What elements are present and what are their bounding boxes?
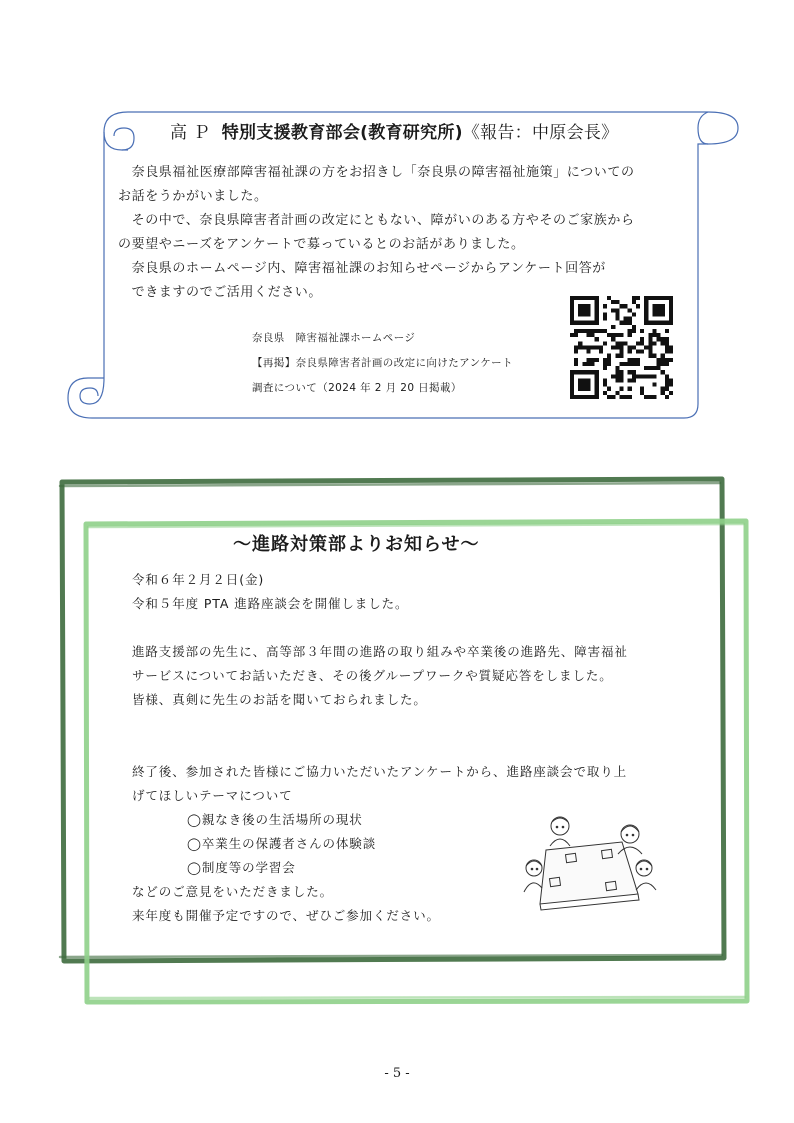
scroll-title-bold: 特別支援教育部会(教育研究所) [221, 123, 463, 143]
topic-item: ◯親なき後の生活場所の現状 [187, 812, 363, 827]
page-number: - 5 - [384, 1066, 410, 1081]
scroll-paragraph: 奈良県のホームページ内、障害福祉課のお知らせページからアンケート回答が [118, 261, 606, 276]
link-homepage[interactable]: 奈良県 障害福祉課ホームページ [252, 332, 416, 344]
scroll-paragraph: できますのでご活用ください。 [118, 285, 323, 300]
scroll-paragraph: お話をうかがいました。 [118, 189, 268, 204]
notice-paragraph: 進路支援部の先生に、高等部３年間の進路の取り組みや卒業後の進路先、障害福祉 [132, 644, 628, 659]
scroll-paragraph: の要望やニーズをアンケートで募っているとのお話がありました。 [118, 237, 525, 252]
scroll-paragraph: その中で、奈良県障害者計画の改定にともない、障がいのある方やそのご家族から [118, 213, 635, 228]
scroll-title-suffix: 《報告：中原会長》 [462, 123, 619, 143]
link-survey-date[interactable]: 調査について（2024 年 2 月 20 日掲載） [252, 382, 462, 394]
notice-closing: などのご意見をいただきました。 [132, 884, 334, 899]
notice-paragraph: 終了後、参加された皆様にご協力いただいたアンケートから、進路座談会で取り上 [132, 764, 628, 779]
scroll-paragraph: 奈良県福祉医療部障害福祉課の方をお招きし「奈良県の障害福祉施策」についての [118, 165, 635, 180]
scroll-title-prefix: 高 Ｐ [170, 123, 211, 143]
notice-closing: 来年度も開催予定ですので、ぜひご参加ください。 [132, 908, 440, 923]
notice-title: ～進路対策部よりお知らせ～ [233, 534, 480, 555]
topic-item: ◯卒業生の保護者さんの体験談 [187, 836, 377, 851]
notice-line: 令和５年度 PTA 進路座談会を開催しました。 [132, 596, 409, 611]
topic-item: ◯制度等の学習会 [187, 860, 296, 875]
notice-date: 令和６年２月２日(金) [132, 572, 265, 587]
notice-paragraph: 皆様、真剣に先生のお話を聞いておられました。 [132, 692, 427, 707]
meeting-table-illustration [518, 812, 668, 914]
notice-paragraph: げてほしいテーマについて [132, 788, 293, 803]
link-survey[interactable]: 【再掲】奈良県障害者計画の改定に向けたアンケート [252, 357, 513, 369]
notice-paragraph: サービスについてお話いただき、その後グループワークや質疑応答をしました。 [132, 668, 613, 683]
